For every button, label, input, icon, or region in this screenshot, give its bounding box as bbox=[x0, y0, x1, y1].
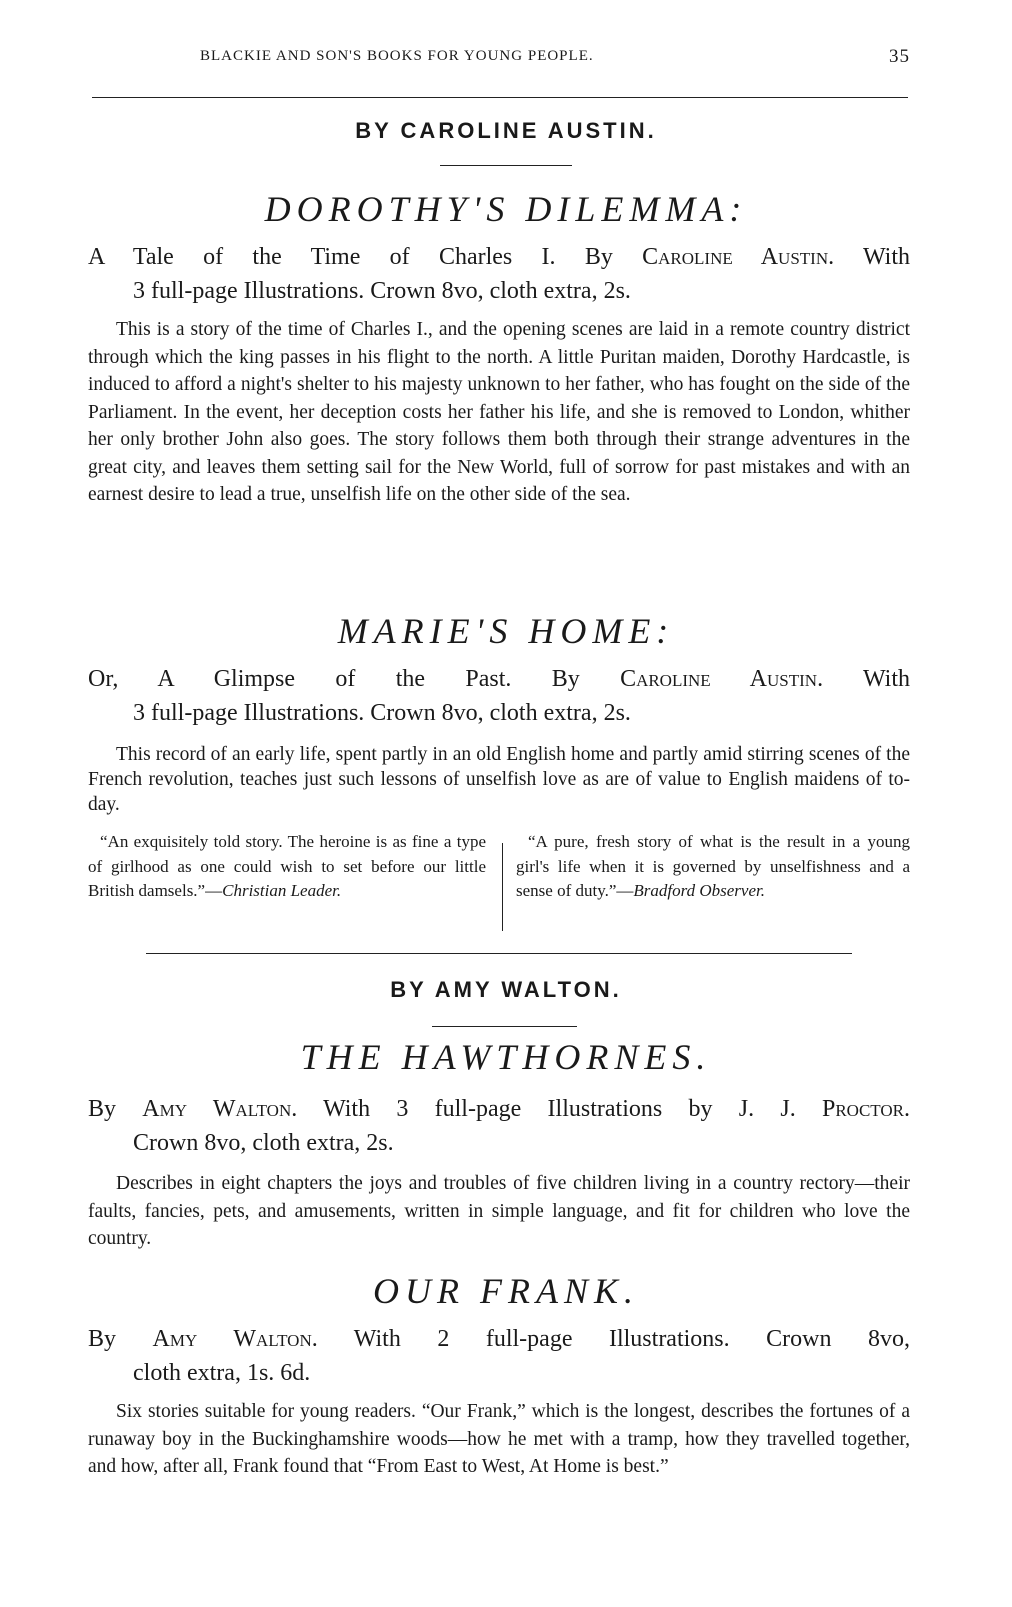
book-subtitle bbox=[88, 1092, 910, 1160]
subtitle-author: Caroline Austin bbox=[620, 666, 818, 692]
header-rule bbox=[92, 97, 908, 98]
column-divider bbox=[502, 843, 503, 931]
author-heading-walton: BY AMY WALTON. bbox=[390, 977, 622, 1002]
review-quote bbox=[516, 830, 910, 904]
subtitle-author: Caroline Austin bbox=[642, 244, 829, 270]
short-rule bbox=[432, 1026, 577, 1027]
subtitle-text: . With 2 full-page Illustrations. Crown 8vo, bbox=[311, 1326, 910, 1352]
review-source: Christian Leader. bbox=[222, 881, 342, 900]
subtitle-text: By bbox=[88, 1096, 143, 1122]
book-description: This is a story of the time of Charles I., and the opening scenes are laid in a remote country district through which the king passes in his flight to the north. A little Puritan maiden, Dorothy Hardcastle, is induced to afford a night's shelter to his majesty unknown to her father, who has fought on the side of the Parliament. In the event, her deception costs her father his life, and she is removed to London, whither her only brother John also goes. The story follows them both through their strange adventures in the great city, and leaves them setting sail for the New World, full of sorrow for past mistakes and with an earnest desire to lead a true, unselfish life on the other side of the sea. bbox=[88, 319, 910, 505]
subtitle-author: Amy Walton bbox=[152, 1326, 312, 1352]
running-header bbox=[200, 48, 910, 65]
subtitle-text: . With bbox=[817, 666, 911, 692]
page-number: 35 bbox=[889, 46, 910, 67]
subtitle-text: . With 3 full-page Illustrations by J. J. bbox=[291, 1096, 822, 1122]
review-source: Bradford Observer. bbox=[633, 881, 765, 900]
running-title: BLACKIE AND SON'S BOOKS FOR YOUNG PEOPLE. bbox=[200, 48, 594, 64]
subtitle-illustrator: Proctor. bbox=[821, 1096, 910, 1122]
book-title: THE HAWTHORNES. bbox=[300, 1037, 712, 1077]
review-text: “An exquisitely told story. The heroine is as fine a type of girlhood as one could wish to set before our little British damsels.”— bbox=[88, 832, 486, 900]
book-title: OUR FRANK. bbox=[373, 1271, 639, 1311]
subtitle-text: A Tale of the Time of Charles I. By bbox=[88, 244, 643, 270]
subtitle-text: By bbox=[88, 1326, 153, 1352]
book-description: Six stories suitable for young readers. “Our Frank,” which is the longest, describes the fortunes of a runaway boy in the Buckinghamshire woods—how he met with a tramp, how they travelled together, and how, after all, Frank found that “From East to West, At Home is best.” bbox=[88, 1401, 910, 1477]
book-description: Describes in eight chapters the joys and troubles of five children living in a country rectory—their faults, fancies, pets, and amusements, written in simple language, and fit for children who love the country. bbox=[88, 1173, 910, 1249]
subtitle-line2: 3 full-page Illustrations. Crown 8vo, cloth extra, 2s. bbox=[133, 700, 631, 726]
subtitle-text: Or, A Glimpse of the Past. By bbox=[88, 666, 621, 692]
subtitle-line2: cloth extra, 1s. 6d. bbox=[133, 1360, 311, 1386]
book-description: This record of an early life, spent partly in an old English home and partly amid stirring scenes of the French revolution, teaches just such lessons of unselfish love as are of value to English maidens of to-day. bbox=[88, 744, 910, 815]
review-text: “A pure, fresh story of what is the result in a young girl's life when it is governed by unselfishness and a sense of duty.”— bbox=[516, 832, 910, 900]
review-quote bbox=[88, 830, 486, 904]
book-subtitle bbox=[88, 240, 910, 308]
subtitle-text: . With bbox=[828, 244, 910, 270]
subtitle-author: Amy Walton bbox=[142, 1096, 292, 1122]
subtitle-line2: 3 full-page Illustrations. Crown 8vo, cloth extra, 2s. bbox=[133, 278, 631, 304]
book-subtitle bbox=[88, 662, 910, 730]
book-title: MARIE'S HOME: bbox=[337, 611, 675, 651]
subtitle-line2: Crown 8vo, cloth extra, 2s. bbox=[133, 1130, 394, 1156]
short-rule bbox=[440, 165, 572, 166]
section-rule bbox=[146, 953, 852, 954]
book-title: DOROTHY'S DILEMMA: bbox=[264, 189, 748, 229]
author-heading-austin: BY CAROLINE AUSTIN. bbox=[355, 118, 657, 143]
book-subtitle bbox=[88, 1322, 910, 1390]
